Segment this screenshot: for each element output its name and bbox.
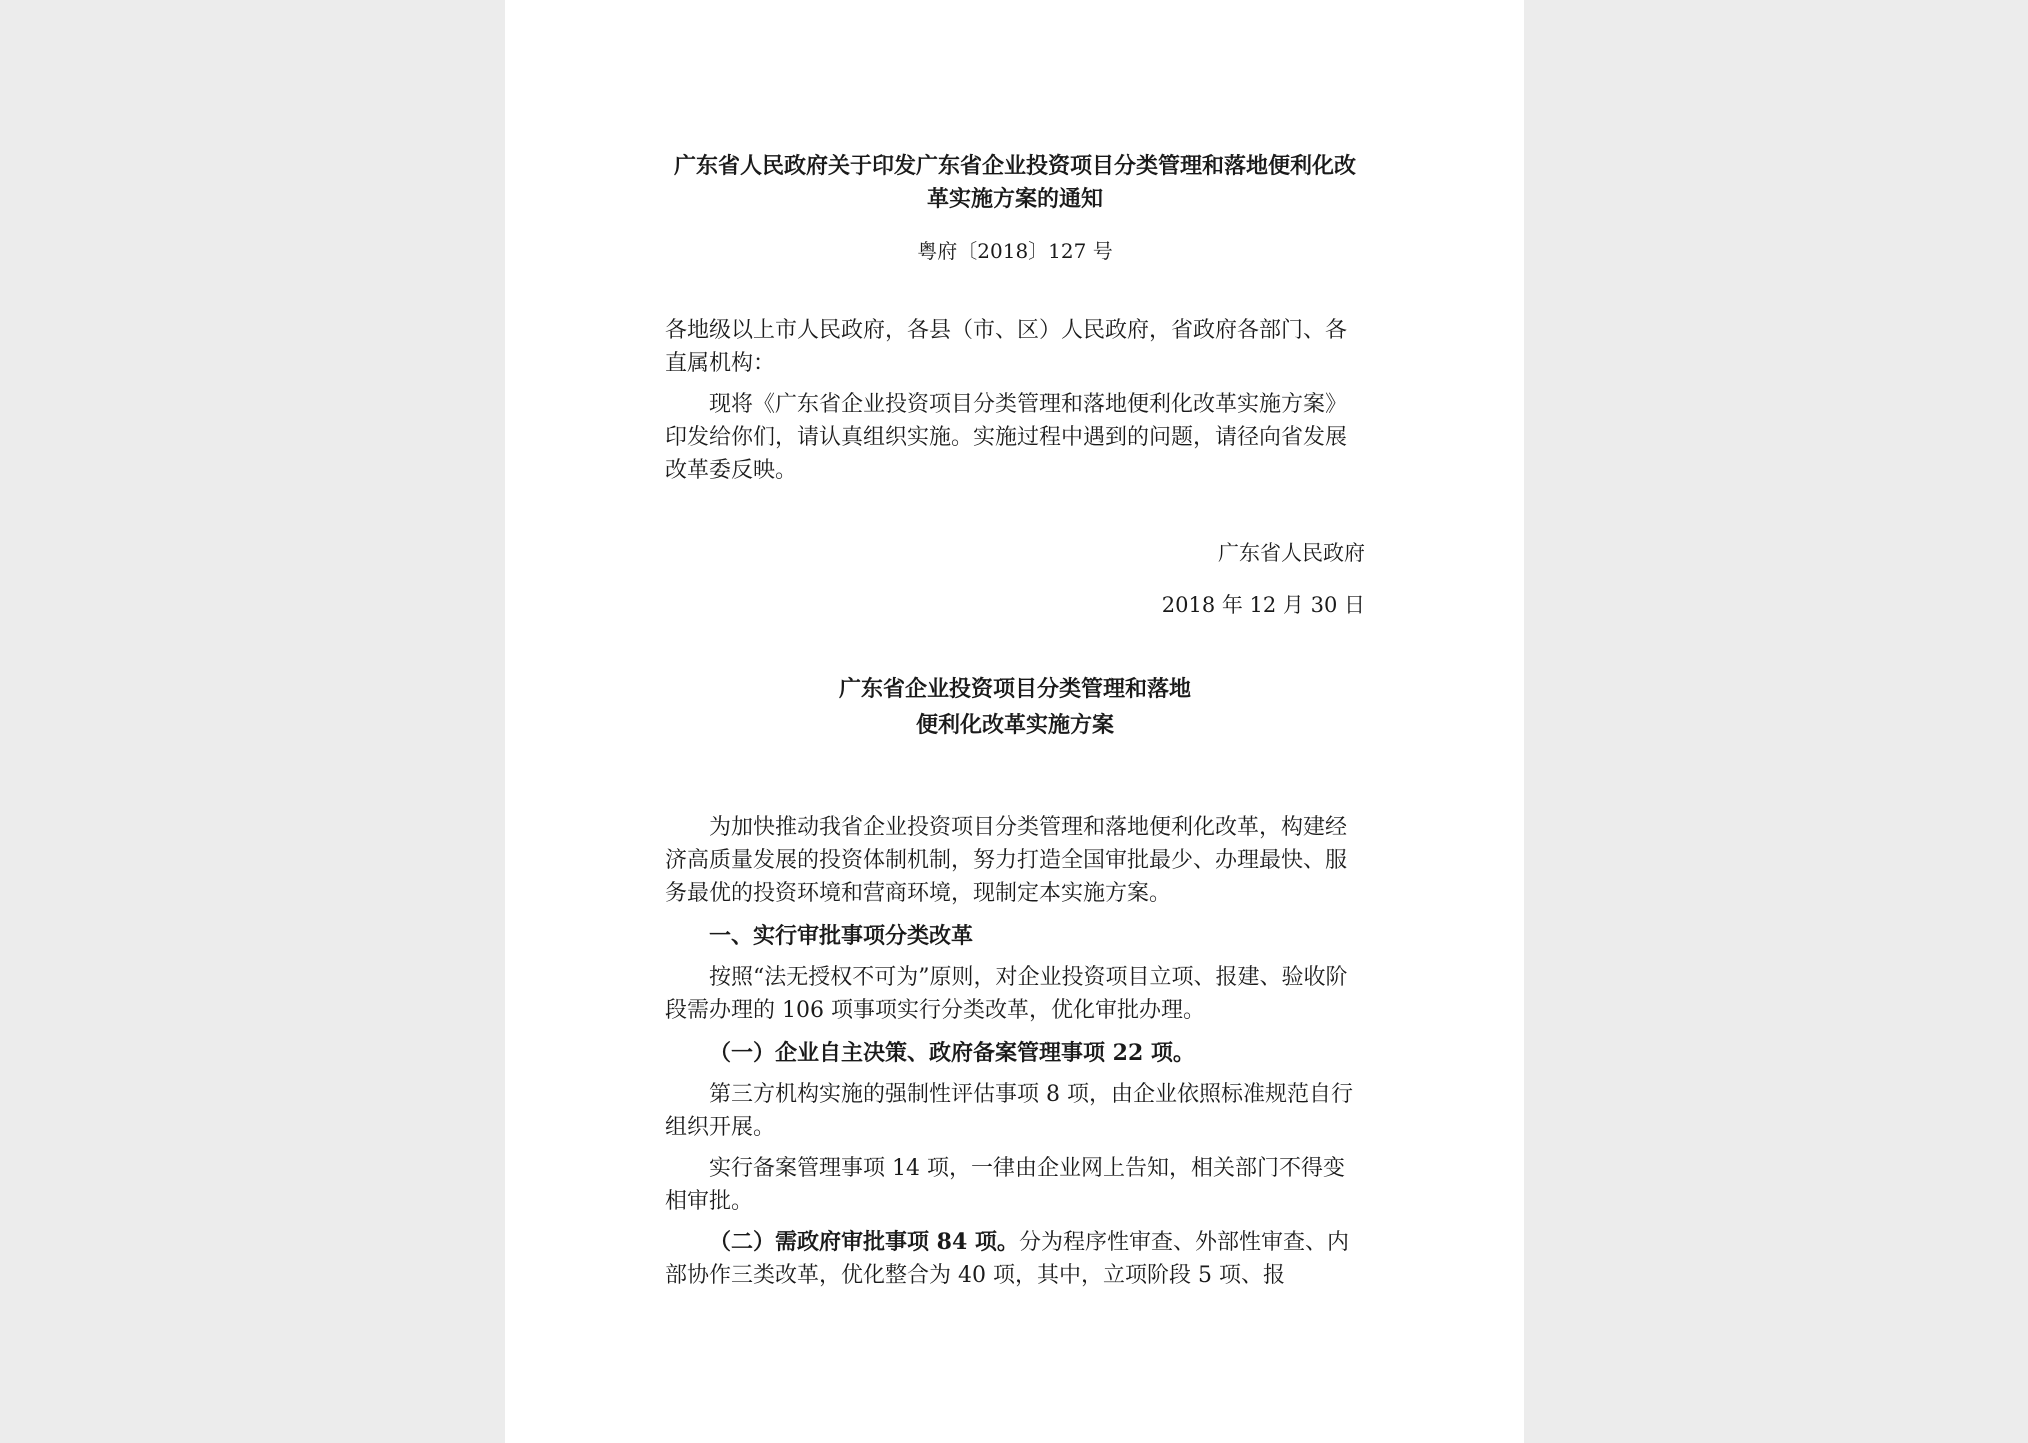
document-page bbox=[505, 0, 1524, 1443]
notice-title: 广东省人民政府关于印发广东省企业投资项目分类管理和落地便利化改革实施方案的通知 bbox=[673, 153, 1356, 212]
plan-title-line2: 便利化改革实施方案 bbox=[915, 712, 1114, 738]
issue-date: 2018 年 12 月 30 日 bbox=[1161, 593, 1365, 617]
sub1-paragraph-2: 实行备案管理事项 14 项，一律由企业网上告知，相关部门不得变相审批。 bbox=[665, 1156, 1345, 1214]
plan-title bbox=[665, 671, 1365, 743]
section-heading-1: 一、实行审批事项分类改革 bbox=[709, 923, 974, 949]
document-content bbox=[665, 140, 1365, 1292]
plan-intro: 为加快推动我省企业投资项目分类管理和落地便利化改革，构建经济高质量发展的投资体制机制，努力打造全国审批最少、办理最快、服务最优的投资环境和营商环境，现制定本实施方案。 bbox=[665, 815, 1348, 906]
sub2-paragraph bbox=[665, 1226, 1365, 1292]
signature-block bbox=[665, 527, 1365, 631]
sub1-paragraph-1: 第三方机构实施的强制性评估事项 8 项，由企业依照标准规范自行组织开展。 bbox=[665, 1082, 1353, 1140]
document-number: 粤府〔2018〕127 号 bbox=[917, 239, 1113, 263]
sub-heading-2: （二）需政府审批事项 84 项。 bbox=[709, 1229, 1019, 1255]
addressee: 各地级以上市人民政府，各县（市、区）人民政府，省政府各部门、各直属机构： bbox=[665, 318, 1348, 376]
section1-paragraph: 按照“法无授权不可为”原则，对企业投资项目立项、报建、验收阶段需办理的 106 项事项实行分类改革，优化审批办理。 bbox=[665, 965, 1348, 1023]
plan-title-line1: 广东省企业投资项目分类管理和落地 bbox=[838, 676, 1191, 702]
sub2-text: 分为程序性审查、外部性审查、内部协作三类改革，优化整合为 40 项，其中，立项阶段 5 项、报 bbox=[665, 1230, 1349, 1288]
notice-body: 现将《广东省企业投资项目分类管理和落地便利化改革实施方案》印发给你们，请认真组织实施。实施过程中遇到的问题，请径向省发展改革委反映。 bbox=[665, 392, 1348, 483]
issuer-name: 广东省人民政府 bbox=[1218, 541, 1365, 565]
sub-heading-1: （一）企业自主决策、政府备案管理事项 22 项。 bbox=[709, 1040, 1195, 1066]
